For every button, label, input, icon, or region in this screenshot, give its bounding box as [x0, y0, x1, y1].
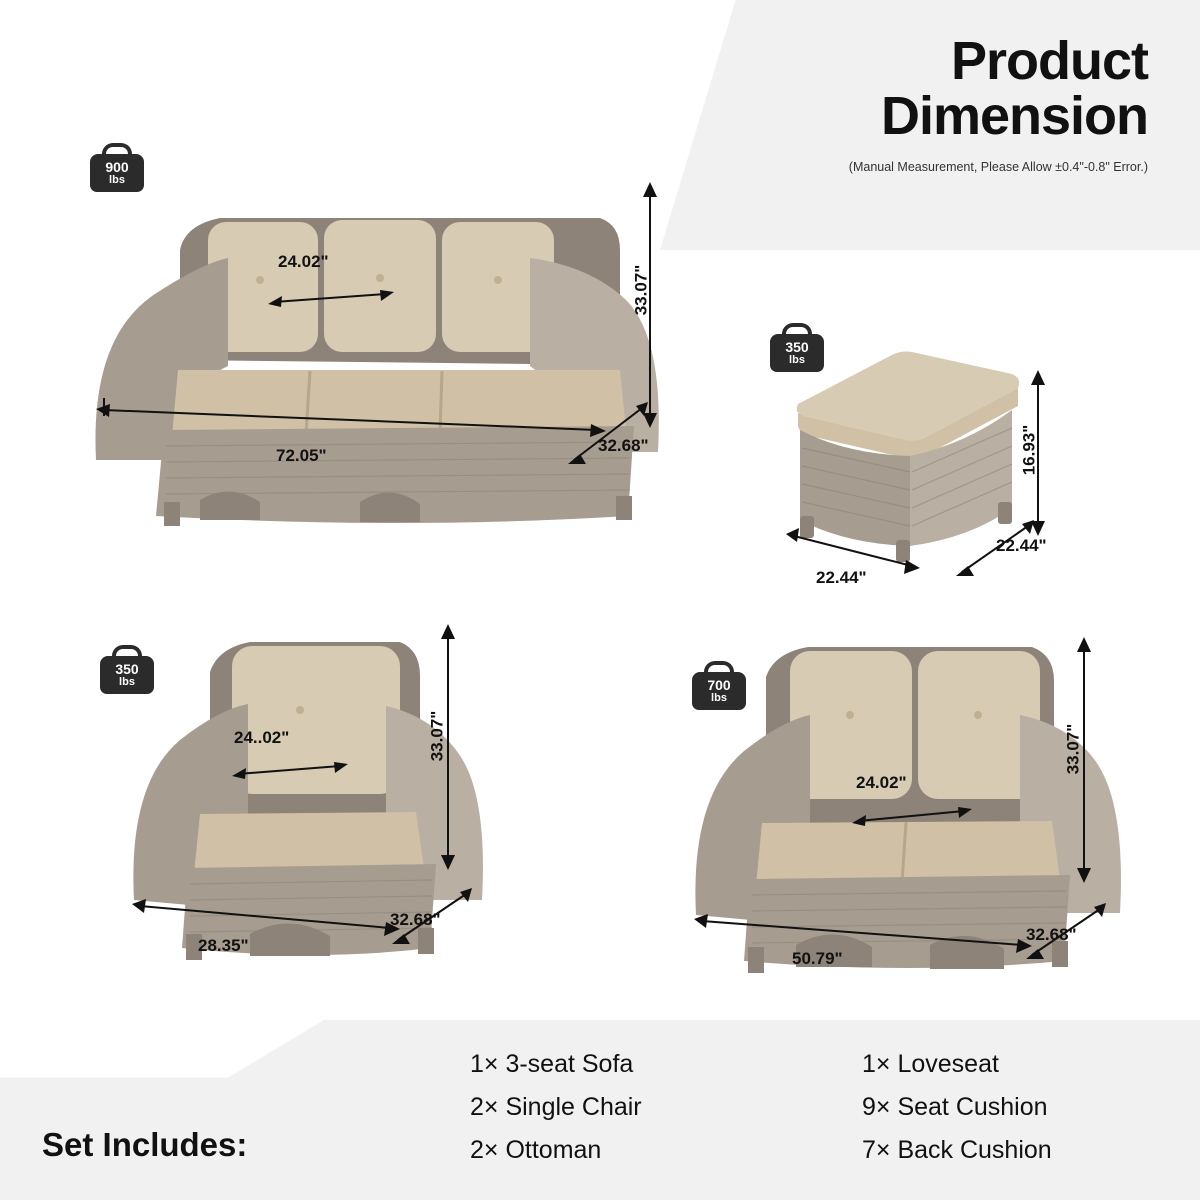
single-chair-width-arrow	[132, 896, 412, 944]
sofa-depth-label: 32.68"	[598, 436, 649, 455]
ottoman-weight-badge	[768, 322, 826, 372]
sofa-width-label: 72.05"	[276, 446, 327, 465]
loveseat-depth-label: 32.68"	[1026, 925, 1077, 944]
sofa-height-label: 33.07"	[631, 264, 651, 316]
sofa-weight-value: 900	[105, 159, 129, 176]
list-item: 1× Loveseat	[862, 1050, 999, 1078]
sofa-seat-width-label: 24.02"	[278, 252, 329, 271]
single-chair-figure	[100, 600, 520, 980]
page-title-line2: Dimension	[880, 86, 1148, 147]
ottoman-depth-label: 22.44"	[996, 536, 1047, 555]
sofa-width-arrow	[96, 398, 616, 438]
page-title	[728, 31, 1148, 147]
loveseat-weight-value: 700	[707, 677, 731, 694]
measurement-note: (Manual Measurement, Please Allow ±0.4"-0.8" Error.)	[848, 160, 1148, 175]
list-item: 7× Back Cushion	[862, 1136, 1052, 1164]
sofa-figure	[60, 130, 700, 500]
loveseat-seat-arrow	[852, 799, 978, 829]
ottoman-weight-unit: lbs	[789, 353, 805, 366]
ottoman-height-label: 16.93"	[1019, 424, 1039, 476]
single-chair-seat-width-label: 24..02"	[234, 728, 290, 747]
sofa-weight-badge	[88, 142, 146, 192]
list-item: 1× 3-seat Sofa	[470, 1050, 634, 1078]
loveseat-seat-width-label: 24.02"	[856, 773, 907, 792]
loveseat-height-label: 33.07"	[1063, 723, 1083, 775]
single-chair-weight-badge	[98, 644, 156, 694]
list-item: 2× Single Chair	[470, 1093, 642, 1121]
single-chair-weight-value: 350	[115, 661, 139, 678]
set-includes-title: Set Includes:	[42, 1126, 248, 1163]
single-chair-width-label: 28.35"	[198, 936, 249, 955]
single-chair-seat-arrow	[232, 752, 352, 782]
single-chair-depth-label: 32.68"	[390, 910, 441, 929]
header	[728, 31, 1148, 175]
list-item: 9× Seat Cushion	[862, 1093, 1048, 1121]
loveseat-weight-badge	[690, 660, 748, 710]
set-includes-column-2	[862, 1043, 1052, 1172]
single-chair-weight-unit: lbs	[119, 675, 135, 688]
sofa-weight-unit: lbs	[109, 173, 125, 186]
single-chair-height-label: 33.07"	[427, 710, 447, 762]
ottoman-width-label: 22.44"	[816, 568, 867, 587]
list-item: 2× Ottoman	[470, 1136, 602, 1164]
sofa-seat-arrow	[268, 280, 398, 310]
loveseat-weight-unit: lbs	[711, 691, 727, 704]
set-includes-column-1	[470, 1043, 642, 1172]
ottoman-weight-value: 350	[785, 339, 809, 356]
loveseat-width-label: 50.79"	[792, 949, 843, 968]
page-title-line1: Product	[950, 31, 1148, 91]
loveseat-width-arrow	[694, 911, 1044, 959]
